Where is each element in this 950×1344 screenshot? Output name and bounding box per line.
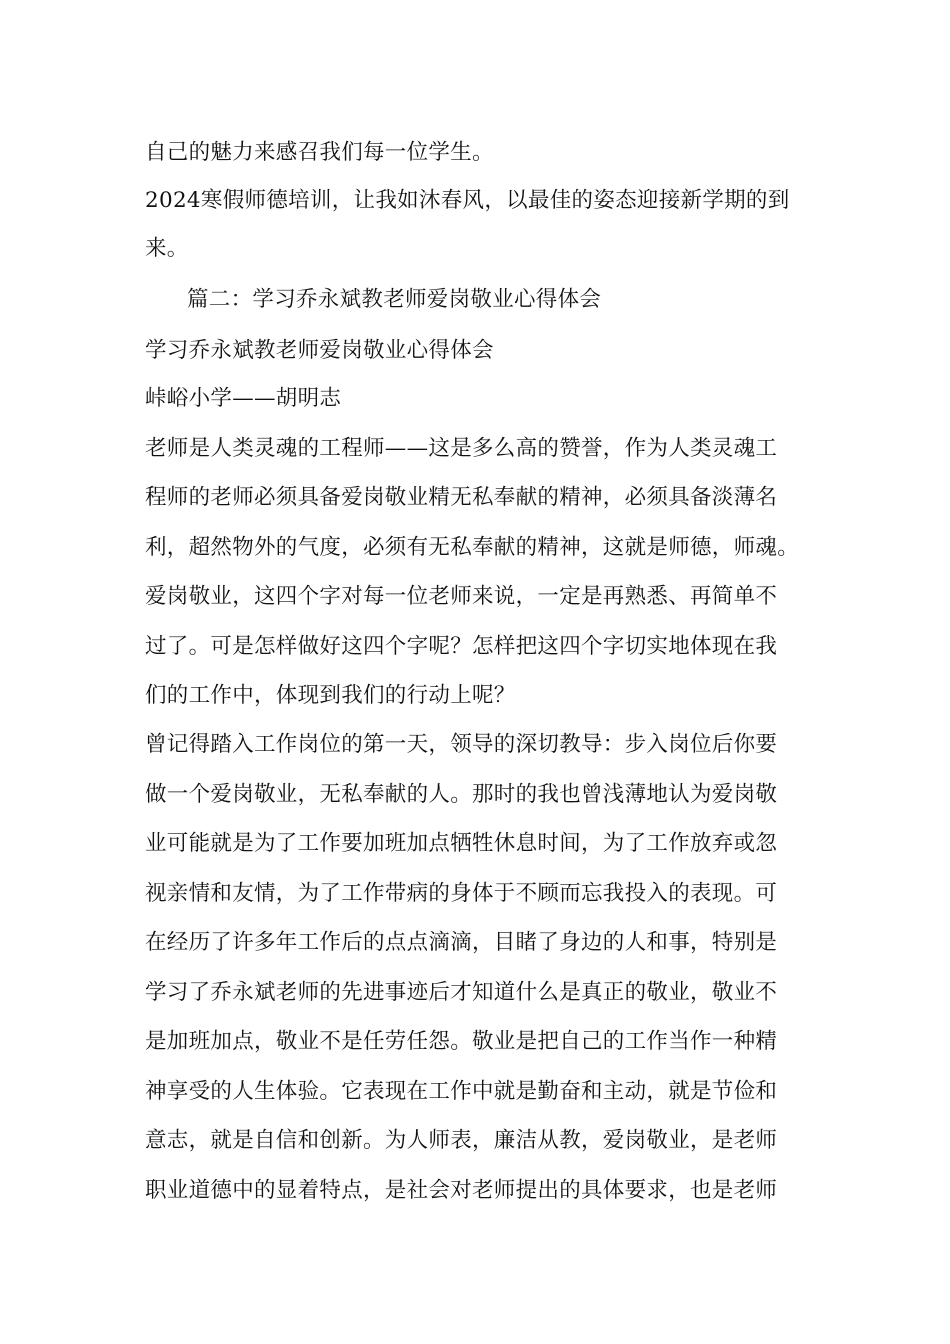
text-line: 2024寒假师德培训，让我如沐春风，以最佳的姿态迎接新学期的到 — [145, 188, 790, 213]
text-line: 来。 — [145, 236, 189, 261]
text-line: 程师的老师必须具备爱岗敬业精无私奉献的精神，必须具备淡薄名 — [145, 485, 778, 510]
article-title: 学习乔永斌教老师爱岗敬业心得体会 — [145, 338, 494, 363]
text-line: 过了。可是怎样做好这四个字呢？怎样把这四个字切实地体现在我 — [145, 634, 778, 659]
author-line: 峠峪小学——胡明志 — [145, 386, 342, 411]
text-line: 自己的魅力来感召我们每一位学生。 — [145, 140, 494, 165]
text-line: 们的工作中，体现到我们的行动上呢？ — [145, 683, 516, 708]
text-line: 爱岗敬业，这四个字对每一位老师来说，一定是再熟悉、再简单不 — [145, 584, 778, 609]
text-line: 神享受的人生体验。它表现在工作中就是勤奋和主动，就是节俭和 — [145, 1079, 778, 1104]
text-line: 利，超然物外的气度，必须有无私奉献的精神，这就是师德，师魂。 — [145, 535, 800, 560]
text-line: 老师是人类灵魂的工程师——这是多么高的赞誉，作为人类灵魂工 — [145, 436, 778, 461]
text-line: 职业道德中的显着特点，是社会对老师提出的具体要求，也是老师 — [145, 1178, 778, 1203]
text-line: 做一个爱岗敬业，无私奉献的人。那时的我也曾浅薄地认为爱岗敬 — [145, 782, 778, 807]
text-line: 在经历了许多年工作后的点点滴滴，目睹了身边的人和事，特别是 — [145, 930, 778, 955]
section-heading: 篇二：学习乔永斌教老师爱岗敬业心得体会 — [187, 287, 602, 312]
text-line: 曾记得踏入工作岗位的第一天，领导的深切教导：步入岗位后你要 — [145, 732, 778, 757]
text-line: 是加班加点，敬业不是任劳任怨。敬业是把自己的工作当作一种精 — [145, 1029, 778, 1054]
text-line: 视亲情和友情，为了工作带病的身体于不顾而忘我投入的表现。可 — [145, 881, 778, 906]
text-line: 业可能就是为了工作要加班加点牺牲休息时间，为了工作放弃或忽 — [145, 831, 778, 856]
text-line: 意志，就是自信和创新。为人师表，廉洁从教，爱岗敬业，是老师 — [145, 1128, 778, 1153]
text-line: 学习了乔永斌老师的先进事迹后才知道什么是真正的敬业，敬业不 — [145, 980, 778, 1005]
